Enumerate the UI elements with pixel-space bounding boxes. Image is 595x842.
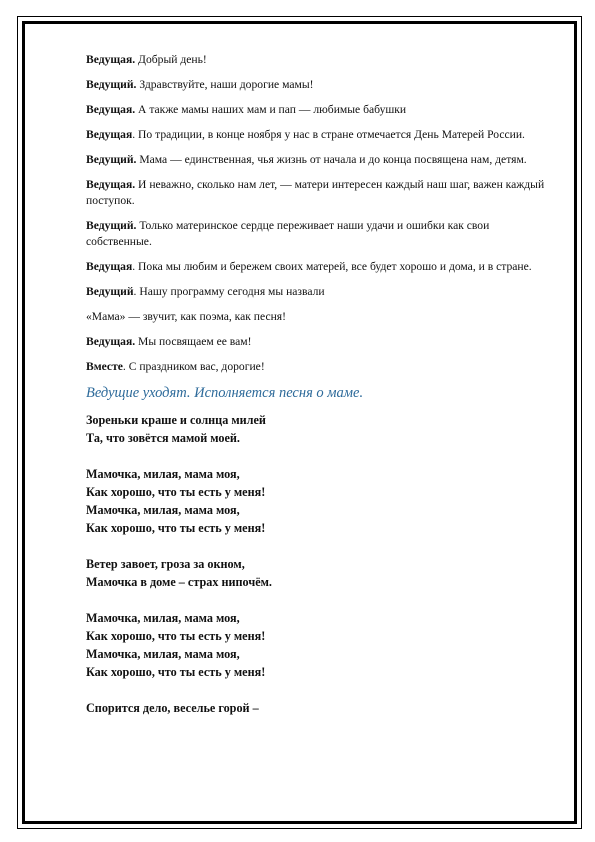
dialogue-text: А также мамы наших мам и пап — любимые бабушки xyxy=(135,103,407,116)
song-stanza xyxy=(86,411,556,447)
dialogue-text: Добрый день! xyxy=(135,53,207,66)
dialogue-text: . С праздником вас, дорогие! xyxy=(122,360,265,373)
dialogue-line xyxy=(86,52,556,68)
song-stanza xyxy=(86,555,556,591)
speaker-label: Ведущий xyxy=(86,285,134,298)
song-stanza xyxy=(86,465,556,537)
dialogue-line xyxy=(86,77,556,93)
dialogue-line xyxy=(86,127,556,143)
dialogue-text: Мы посвящаем ее вам! xyxy=(135,335,252,348)
dialogue-line xyxy=(86,259,556,275)
dialogue-line xyxy=(86,359,556,375)
song-stanza xyxy=(86,609,556,681)
dialogue-line xyxy=(86,177,556,209)
dialogue-text: И неважно, сколько нам лет, — матери интересен каждый наш шаг, важен каждый поступок. xyxy=(86,178,545,207)
song-line: Мамочка, милая, мама моя, xyxy=(86,467,240,481)
dialogue-line xyxy=(86,102,556,118)
dialogue-text: Только материнское сердце переживает наши удачи и ошибки как свои собственные. xyxy=(86,219,490,248)
song-line: Мамочка, милая, мама моя, xyxy=(86,503,240,517)
speaker-label: Ведущая. xyxy=(86,335,136,348)
dialogue-line xyxy=(86,284,556,300)
dialogue-text: Здравствуйте, наши дорогие мамы! xyxy=(136,78,314,91)
speaker-label: Ведущая xyxy=(86,260,133,273)
dialogue-text: . По традиции, в конце ноября у нас в стране отмечается День Матерей России. xyxy=(132,128,525,141)
dialogue-text: Мама — единственная, чья жизнь от начала и до конца посвящена нам, детям. xyxy=(136,153,527,166)
song-line: Мамочка, милая, мама моя, xyxy=(86,611,240,625)
song-line: Как хорошо, что ты есть у меня! xyxy=(86,485,266,499)
speaker-label: Ведущая. xyxy=(86,53,136,66)
speaker-label: Ведущая xyxy=(86,128,133,141)
song-line: Мамочка в доме – страх нипочём. xyxy=(86,575,272,589)
song-line: Зореньки краше и солнца милей xyxy=(86,413,266,427)
dialogue-text: . Нашу программу сегодня мы назвали xyxy=(133,285,325,298)
speaker-label: Ведущий. xyxy=(86,153,137,166)
song-stanza xyxy=(86,699,556,717)
stage-direction: Ведущие уходят. Исполняется песня о маме. xyxy=(86,385,364,401)
song-line: Мамочка, милая, мама моя, xyxy=(86,647,240,661)
speaker-label: Ведущий. xyxy=(86,219,137,232)
song-line: Как хорошо, что ты есть у меня! xyxy=(86,521,266,535)
dialogue-line xyxy=(86,218,556,250)
speaker-label: Ведущий. xyxy=(86,78,137,91)
speaker-label: Ведущая. xyxy=(86,103,136,116)
song-line: Как хорошо, что ты есть у меня! xyxy=(86,665,266,679)
song-line: Как хорошо, что ты есть у меня! xyxy=(86,629,266,643)
speaker-label: Вместе xyxy=(86,360,123,373)
song-line: Спорится дело, веселье горой – xyxy=(86,701,259,715)
song-line: Та, что зовётся мамой моей. xyxy=(86,431,240,445)
song-line: Ветер завоет, гроза за окном, xyxy=(86,557,245,571)
document-content xyxy=(86,52,556,735)
dialogue-line xyxy=(86,152,556,168)
dialogue-line xyxy=(86,334,556,350)
speaker-label: Ведущая. xyxy=(86,178,136,191)
dialogue-text: «Мама» — звучит, как поэма, как песня! xyxy=(86,310,286,323)
dialogue-text: . Пока мы любим и бережем своих матерей, все будет хорошо и дома, и в стране. xyxy=(132,260,532,273)
dialogue-line xyxy=(86,309,556,325)
